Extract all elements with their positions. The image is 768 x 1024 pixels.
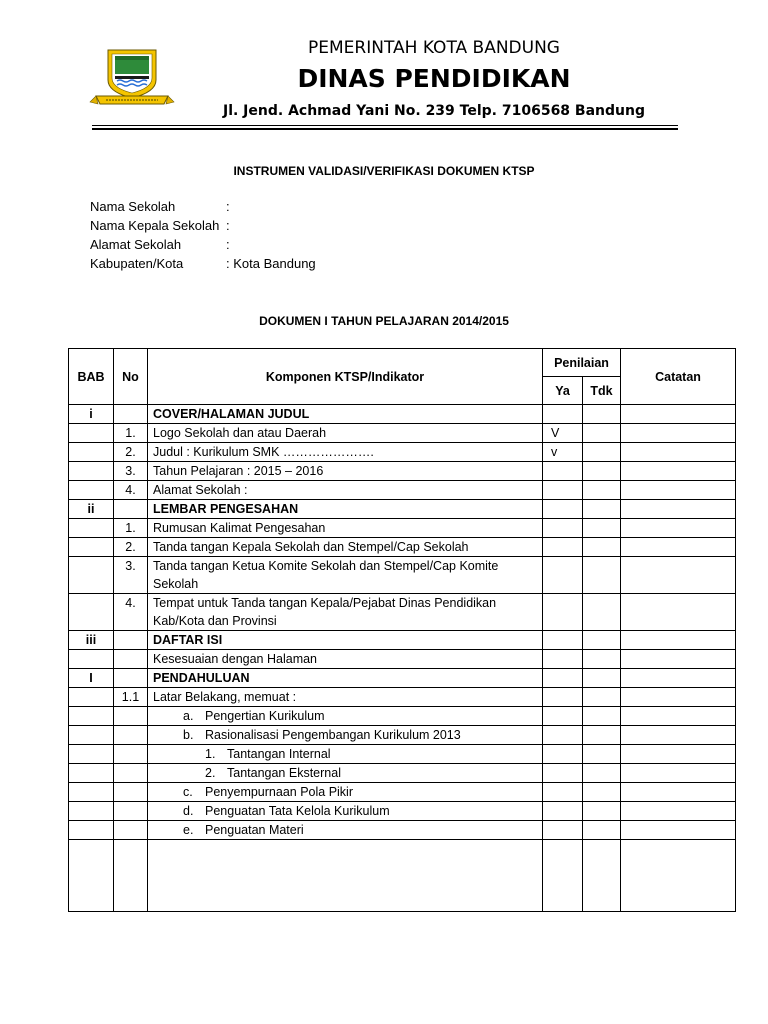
ya-cell: [543, 707, 583, 726]
government-name: PEMERINTAH KOTA BANDUNG: [308, 38, 560, 58]
info-label: Alamat Sekolah: [90, 237, 182, 252]
tdk-cell: [583, 462, 621, 481]
ya-cell: [543, 462, 583, 481]
bab-cell: [69, 783, 114, 802]
sub-item: [153, 745, 537, 763]
school-info: [90, 197, 316, 273]
bab-cell: [69, 802, 114, 821]
ya-cell: [543, 650, 583, 669]
catatan-cell: [621, 500, 736, 519]
header-bab: BAB: [69, 349, 114, 405]
no-cell: [114, 764, 148, 783]
bab-cell: [69, 840, 114, 912]
info-row: [90, 216, 316, 235]
bab-cell: iii: [69, 631, 114, 650]
bab-cell: [69, 707, 114, 726]
catatan-cell: [621, 481, 736, 500]
bab-cell: [69, 424, 114, 443]
no-cell: [114, 631, 148, 650]
list-marker: e.: [183, 823, 194, 837]
komponen-cell: Latar Belakang, memuat :: [148, 688, 543, 707]
bab-cell: [69, 538, 114, 557]
header-penilaian: Penilaian: [543, 349, 621, 377]
tdk-cell: [583, 631, 621, 650]
tdk-cell: [583, 669, 621, 688]
no-cell: 1.: [114, 519, 148, 538]
tdk-cell: [583, 802, 621, 821]
catatan-cell: [621, 783, 736, 802]
catatan-cell: [621, 443, 736, 462]
tdk-cell: [583, 481, 621, 500]
bab-cell: [69, 764, 114, 783]
item-text: Pengertian Kurikulum: [205, 709, 325, 723]
no-cell: 3.: [114, 557, 148, 594]
catatan-cell: [621, 631, 736, 650]
ktsp-checklist-table: [68, 348, 736, 912]
info-row: [90, 254, 316, 273]
info-separator: :: [226, 237, 230, 252]
tdk-cell: [583, 405, 621, 424]
document-title: DOKUMEN I TAHUN PELAJARAN 2014/2015: [259, 314, 509, 328]
bab-cell: i: [69, 405, 114, 424]
info-label: Kabupaten/Kota: [90, 256, 184, 271]
bab-cell: [69, 745, 114, 764]
tdk-cell: [583, 688, 621, 707]
ya-cell: [543, 594, 583, 631]
catatan-cell: [621, 538, 736, 557]
sub-item: [153, 764, 537, 782]
komponen-cell: [148, 726, 543, 745]
catatan-cell: [621, 707, 736, 726]
table-row: [69, 631, 736, 650]
header-ya: Ya: [543, 377, 583, 405]
table-row: [69, 538, 736, 557]
sub-item: [153, 707, 537, 725]
catatan-cell: [621, 405, 736, 424]
no-cell: [114, 726, 148, 745]
komponen-cell: Logo Sekolah dan atau Daerah: [148, 424, 543, 443]
ya-cell: V: [543, 424, 583, 443]
item-text: Penyempurnaan Pola Pikir: [205, 785, 353, 799]
komponen-cell: Rumusan Kalimat Pengesahan: [148, 519, 543, 538]
catatan-cell: [621, 462, 736, 481]
ya-cell: v: [543, 443, 583, 462]
no-cell: 4.: [114, 481, 148, 500]
bab-cell: [69, 443, 114, 462]
no-cell: [114, 840, 148, 912]
table-row: [69, 519, 736, 538]
table-row: [69, 594, 736, 631]
tdk-cell: [583, 500, 621, 519]
table-row: [69, 726, 736, 745]
tdk-cell: [583, 538, 621, 557]
komponen-cell: Tahun Pelajaran : 2015 – 2016: [148, 462, 543, 481]
table-row: [69, 650, 736, 669]
komponen-cell: [148, 802, 543, 821]
ya-cell: [543, 481, 583, 500]
table-body: [69, 405, 736, 912]
no-cell: [114, 802, 148, 821]
ya-cell: [543, 783, 583, 802]
item-text: Tantangan Eksternal: [227, 766, 341, 780]
header-no: No: [114, 349, 148, 405]
no-cell: [114, 707, 148, 726]
tdk-cell: [583, 519, 621, 538]
catatan-cell: [621, 726, 736, 745]
no-cell: 2.: [114, 538, 148, 557]
tdk-cell: [583, 840, 621, 912]
catatan-cell: [621, 594, 736, 631]
table-row: [69, 481, 736, 500]
table-row: [69, 405, 736, 424]
no-cell: [114, 745, 148, 764]
header-komponen: Komponen KTSP/Indikator: [148, 349, 543, 405]
komponen-cell: [148, 764, 543, 783]
sub-item: [153, 802, 537, 820]
komponen-cell: DAFTAR ISI: [148, 631, 543, 650]
bab-cell: [69, 726, 114, 745]
ya-cell: [543, 405, 583, 424]
table-row: [69, 821, 736, 840]
ya-cell: [543, 669, 583, 688]
list-marker: 1.: [205, 747, 216, 761]
no-cell: 3.: [114, 462, 148, 481]
catatan-cell: [621, 821, 736, 840]
table-row: [69, 745, 736, 764]
ya-cell: [543, 821, 583, 840]
tdk-cell: [583, 594, 621, 631]
ya-cell: [543, 538, 583, 557]
table-row: [69, 783, 736, 802]
tdk-cell: [583, 764, 621, 783]
komponen-cell: [148, 707, 543, 726]
bab-cell: [69, 688, 114, 707]
no-cell: 1.1: [114, 688, 148, 707]
tdk-cell: [583, 650, 621, 669]
ya-cell: [543, 840, 583, 912]
agency-address: Jl. Jend. Achmad Yani No. 239 Telp. 7106568 Bandung: [222, 103, 645, 119]
ya-cell: [543, 631, 583, 650]
info-separator: :: [226, 218, 230, 233]
table-row: [69, 688, 736, 707]
bab-cell: ii: [69, 500, 114, 519]
info-separator: :: [226, 256, 230, 271]
table-row: [69, 424, 736, 443]
list-marker: d.: [183, 804, 194, 818]
no-cell: 1.: [114, 424, 148, 443]
info-row: [90, 235, 316, 254]
table-row: [69, 462, 736, 481]
item-text: Penguatan Tata Kelola Kurikulum: [205, 804, 390, 818]
sub-item: [153, 783, 537, 801]
tdk-cell: [583, 745, 621, 764]
bab-cell: [69, 481, 114, 500]
table-row: [69, 840, 736, 912]
ya-cell: [543, 557, 583, 594]
letterhead-rule-thin: [92, 125, 678, 126]
catatan-cell: [621, 650, 736, 669]
catatan-cell: [621, 519, 736, 538]
tdk-cell: [583, 783, 621, 802]
tdk-cell: [583, 557, 621, 594]
komponen-cell: [148, 840, 543, 912]
catatan-cell: [621, 557, 736, 594]
sub-item: [153, 726, 537, 744]
header-catatan: Catatan: [621, 349, 736, 405]
no-cell: [114, 500, 148, 519]
ya-cell: [543, 519, 583, 538]
tdk-cell: [583, 821, 621, 840]
komponen-cell: PENDAHULUAN: [148, 669, 543, 688]
catatan-cell: [621, 802, 736, 821]
ya-cell: [543, 500, 583, 519]
bab-cell: [69, 519, 114, 538]
header-tdk: Tdk: [583, 377, 621, 405]
sub-item: [153, 821, 537, 839]
table-row: [69, 802, 736, 821]
catatan-cell: [621, 764, 736, 783]
table-row: [69, 500, 736, 519]
item-text: Tantangan Internal: [227, 747, 331, 761]
no-cell: 4.: [114, 594, 148, 631]
list-marker: 2.: [205, 766, 216, 780]
bab-cell: [69, 462, 114, 481]
komponen-cell: COVER/HALAMAN JUDUL: [148, 405, 543, 424]
list-marker: a.: [183, 709, 194, 723]
tdk-cell: [583, 443, 621, 462]
bab-cell: [69, 557, 114, 594]
item-text: Rasionalisasi Pengembangan Kurikulum 2013: [205, 728, 461, 742]
no-cell: [114, 821, 148, 840]
table-row: [69, 443, 736, 462]
no-cell: [114, 405, 148, 424]
table-row: [69, 669, 736, 688]
table-row: [69, 557, 736, 594]
ya-cell: [543, 745, 583, 764]
info-label: Nama Kepala Sekolah: [90, 218, 220, 233]
catatan-cell: [621, 424, 736, 443]
catatan-cell: [621, 688, 736, 707]
komponen-cell: Tanda tangan Ketua Komite Sekolah dan Stempel/Cap Komite Sekolah: [148, 557, 543, 594]
table-row: [69, 764, 736, 783]
bab-cell: [69, 594, 114, 631]
bab-cell: [69, 821, 114, 840]
komponen-cell: [148, 745, 543, 764]
no-cell: [114, 783, 148, 802]
no-cell: [114, 650, 148, 669]
tdk-cell: [583, 707, 621, 726]
form-title: INSTRUMEN VALIDASI/VERIFIKASI DOKUMEN KTSP: [233, 164, 535, 178]
catatan-cell: [621, 840, 736, 912]
catatan-cell: [621, 745, 736, 764]
tdk-cell: [583, 424, 621, 443]
catatan-cell: [621, 669, 736, 688]
komponen-cell: Tanda tangan Kepala Sekolah dan Stempel/Cap Sekolah: [148, 538, 543, 557]
info-separator: :: [226, 199, 230, 214]
list-marker: b.: [183, 728, 194, 742]
info-label: Nama Sekolah: [90, 199, 176, 214]
info-value: Kota Bandung: [233, 256, 316, 271]
tdk-cell: [583, 726, 621, 745]
no-cell: 2.: [114, 443, 148, 462]
agency-name: DINAS PENDIDIKAN: [297, 64, 571, 93]
komponen-cell: [148, 783, 543, 802]
list-marker: c.: [183, 785, 193, 799]
ya-cell: [543, 688, 583, 707]
bab-cell: I: [69, 669, 114, 688]
komponen-cell: Alamat Sekolah :: [148, 481, 543, 500]
komponen-cell: [148, 821, 543, 840]
item-text: Penguatan Materi: [205, 823, 304, 837]
ya-cell: [543, 764, 583, 783]
bab-cell: [69, 650, 114, 669]
komponen-cell: Kesesuaian dengan Halaman: [148, 650, 543, 669]
no-cell: [114, 669, 148, 688]
komponen-cell: Judul : Kurikulum SMK ………………….: [148, 443, 543, 462]
letterhead-rule-thick: [92, 128, 678, 130]
info-row: [90, 197, 316, 216]
table-row: [69, 707, 736, 726]
komponen-cell: Tempat untuk Tanda tangan Kepala/Pejabat Dinas Pendidikan Kab/Kota dan Provinsi: [148, 594, 543, 631]
komponen-cell: LEMBAR PENGESAHAN: [148, 500, 543, 519]
ya-cell: [543, 726, 583, 745]
ya-cell: [543, 802, 583, 821]
